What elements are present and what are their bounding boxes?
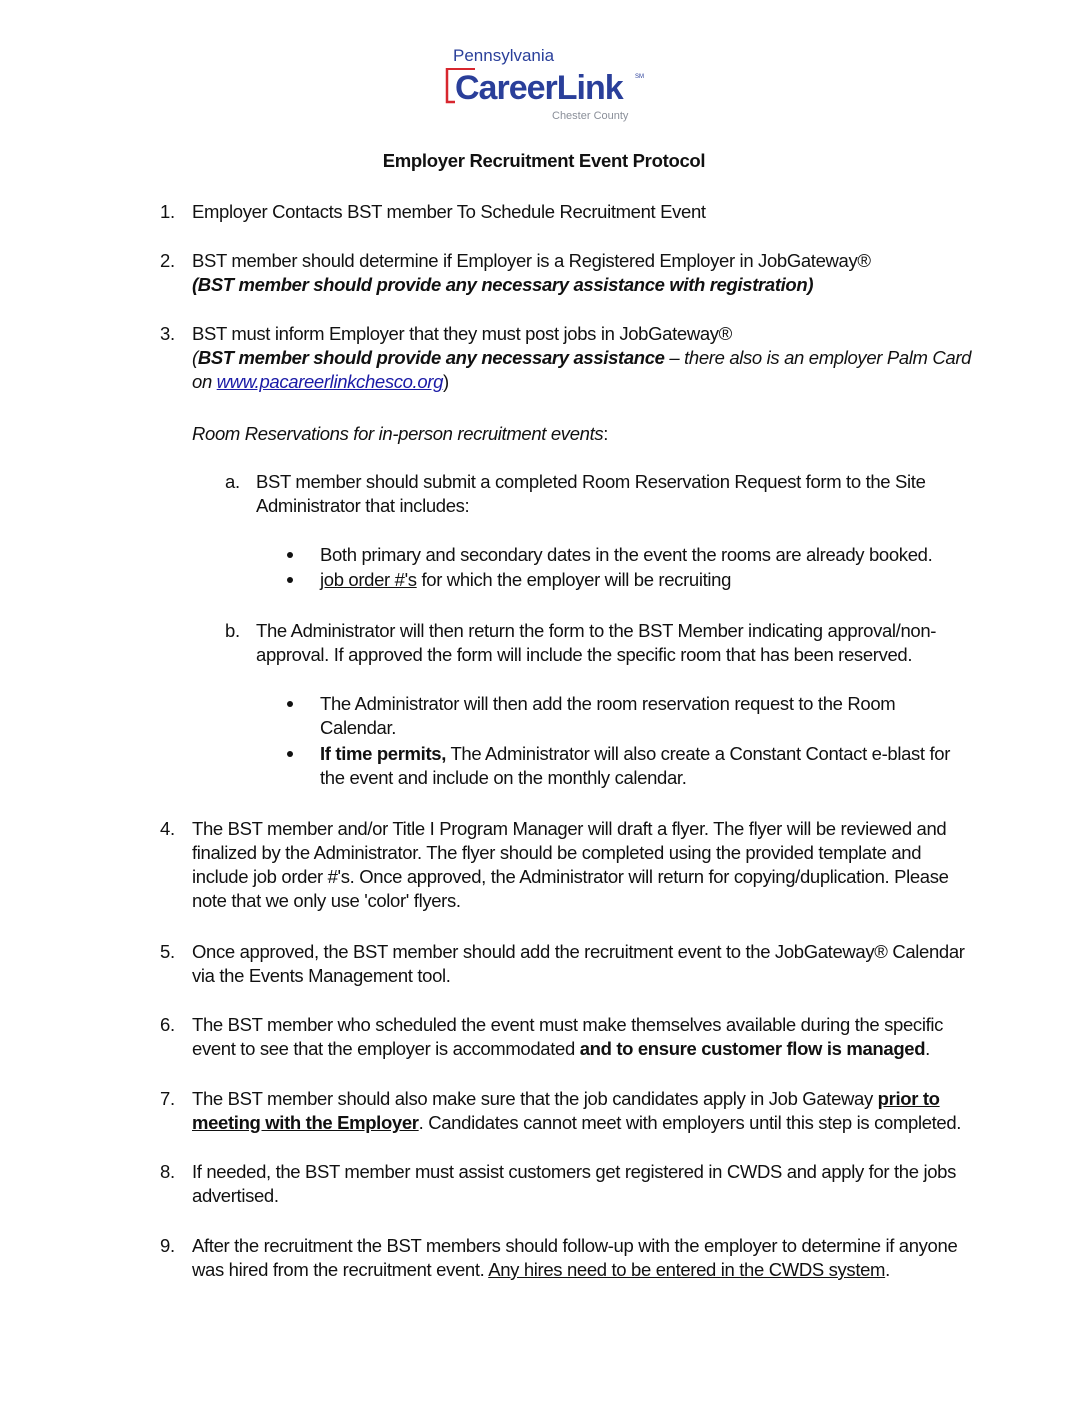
bullet-icon <box>287 751 293 757</box>
item-5-number: 5. <box>160 941 175 962</box>
item-1-number: 1. <box>160 201 175 222</box>
item-5-text: Once approved, the BST member should add the recruitment event to the JobGateway® Calendar via the Events Management tool. <box>192 941 965 986</box>
item-2-text: BST member should determine if Employer is a Registered Employer in JobGateway® (BST member should provide any necessary assistance with registration) <box>192 250 871 295</box>
item-4-number: 4. <box>160 818 175 839</box>
item-6-text: The BST member who scheduled the event must make themselves available during the specific event to see that the employer is accommodated and to ensure customer flow is managed. <box>192 1014 944 1059</box>
logo-line1: Pennsylvania <box>453 46 555 65</box>
logo-line2: CareerLink <box>455 69 623 107</box>
bullet-a2: job order #'s for which the employer will be recruiting <box>320 569 732 590</box>
bullet-b2: If time permits, The Administrator will also create a Constant Contact e-blast for the event and include on the monthly calendar. <box>320 743 951 788</box>
item-8-text: If needed, the BST member must assist customers get registered in CWDS and apply for the jobs advertised. <box>192 1161 956 1206</box>
item-4-text: The BST member and/or Title I Program Manager will draft a flyer. The flyer will be reviewed and finalized by the Administrator. The flyer should be completed using the provided template and include job order #'s. Once approved, the Administrator will return for copying/duplication. Please note that we only use 'color' flyers. <box>192 818 949 911</box>
item-7-number: 7. <box>160 1088 175 1109</box>
item-1-text: Employer Contacts BST member To Schedule Recruitment Event <box>192 201 706 222</box>
sub-a-text: BST member should submit a completed Room Reservation Request form to the Site Administrator that includes: <box>256 471 926 516</box>
document-title: Employer Recruitment Event Protocol <box>382 150 706 171</box>
sub-a-letter: a. <box>225 471 240 492</box>
item-3-number: 3. <box>160 323 175 344</box>
bullet-icon <box>287 701 293 707</box>
item-9-text: After the recruitment the BST members should follow-up with the employer to determine if anyone was hired from the recruitment event. Any hires need to be entered in the CWDS system. <box>192 1235 958 1280</box>
sub-b-text: The Administrator will then return the form to the BST Member indicating approval/non-approval. If approved the form will include the specific room that has been reserved. <box>256 620 937 665</box>
logo-line3: Chester County <box>552 110 629 122</box>
bullet-icon <box>287 552 293 558</box>
item-2-number: 2. <box>160 250 175 271</box>
bullet-icon <box>287 577 293 583</box>
item-7-text: The BST member should also make sure that the job candidates apply in Job Gateway prior to meeting with the Employer. Candidates cannot meet with employers until this step is completed. <box>192 1088 962 1133</box>
sub-b-letter: b. <box>225 620 240 641</box>
item-3-text: BST must inform Employer that they must post jobs in JobGateway® (BST member should provide any necessary assistance – there also is an employer Palm Card on www.pacareerlinkchesco.org) <box>192 323 972 392</box>
website-link[interactable]: www.pacareerlinkchesco.org <box>216 371 444 392</box>
item-8-number: 8. <box>160 1161 175 1182</box>
item-9-number: 9. <box>160 1235 175 1256</box>
careerlink-logo-mark <box>445 44 655 124</box>
logo-sm-mark: SM <box>635 74 644 80</box>
bullet-a1: Both primary and secondary dates in the event the rooms are already booked. <box>320 544 933 565</box>
bullet-b1: The Administrator will then add the room reservation request to the Room Calendar. <box>320 693 896 738</box>
item-6-number: 6. <box>160 1014 175 1035</box>
careerlink-logo <box>445 44 655 124</box>
room-reservations-heading: Room Reservations for in-person recruitment events: <box>192 423 609 444</box>
